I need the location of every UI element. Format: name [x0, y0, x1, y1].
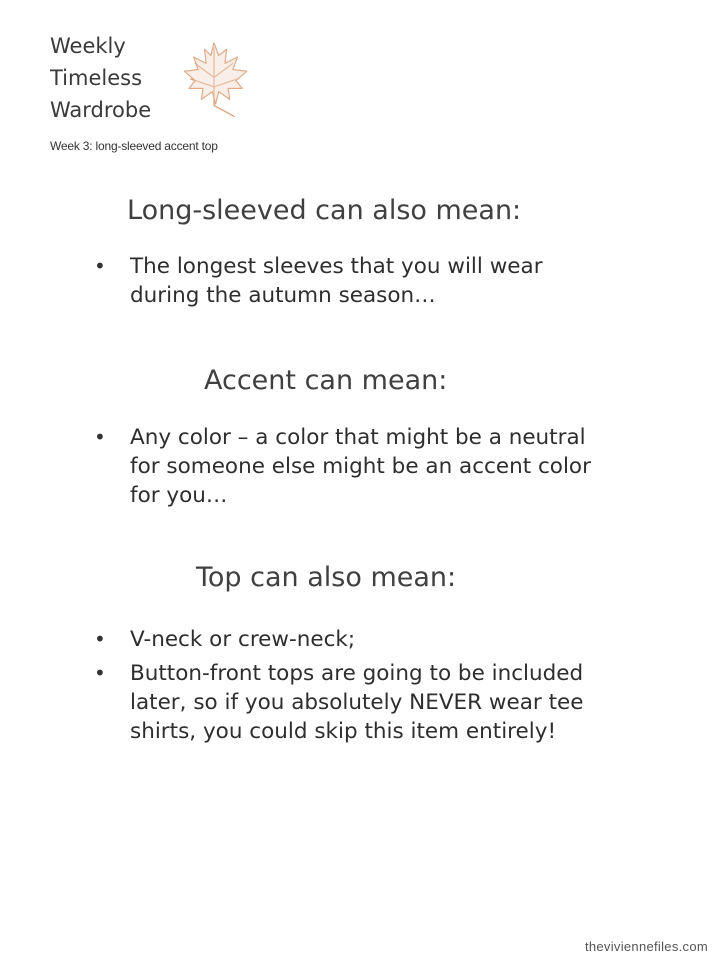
list-item: [0, 252, 720, 310]
bullet-list-top: [0, 625, 720, 746]
bullet-icon: •: [94, 627, 106, 651]
brand-line-2: Timeless: [50, 66, 143, 90]
site-watermark: theviviennefiles.com: [584, 939, 708, 954]
bullet-icon: •: [94, 661, 106, 685]
bullet-list-accent: [0, 423, 720, 510]
section-heading-accent: Accent can mean:: [204, 365, 448, 396]
bullet-icon: •: [94, 425, 106, 449]
section-heading-long-sleeved: Long-sleeved can also mean:: [127, 195, 522, 226]
bullet-list-long-sleeved: [0, 252, 720, 310]
bullet-text: V-neck or crew-neck;: [130, 627, 356, 652]
bullet-text: Any color – a color that might be a neutral for someone else might be an accent color for you…: [130, 425, 591, 508]
section-heading-top: Top can also mean:: [196, 562, 457, 593]
list-item: [0, 659, 720, 746]
list-item: [0, 625, 720, 654]
brand-line-3: Wardrobe: [50, 98, 152, 122]
bullet-text: Button-front tops are going to be included later, so if you absolutely NEVER wear tee shirts, you could skip this item entirely!: [130, 661, 584, 744]
bullet-icon: •: [94, 254, 106, 278]
maple-leaf-icon: [175, 40, 253, 118]
list-item: [0, 423, 720, 510]
brand-line-1: Weekly: [50, 34, 126, 58]
week-subtitle: Week 3: long-sleeved accent top: [50, 139, 218, 153]
bullet-text: The longest sleeves that you will wear during the autumn season…: [130, 254, 543, 308]
brand-title: [50, 30, 151, 126]
